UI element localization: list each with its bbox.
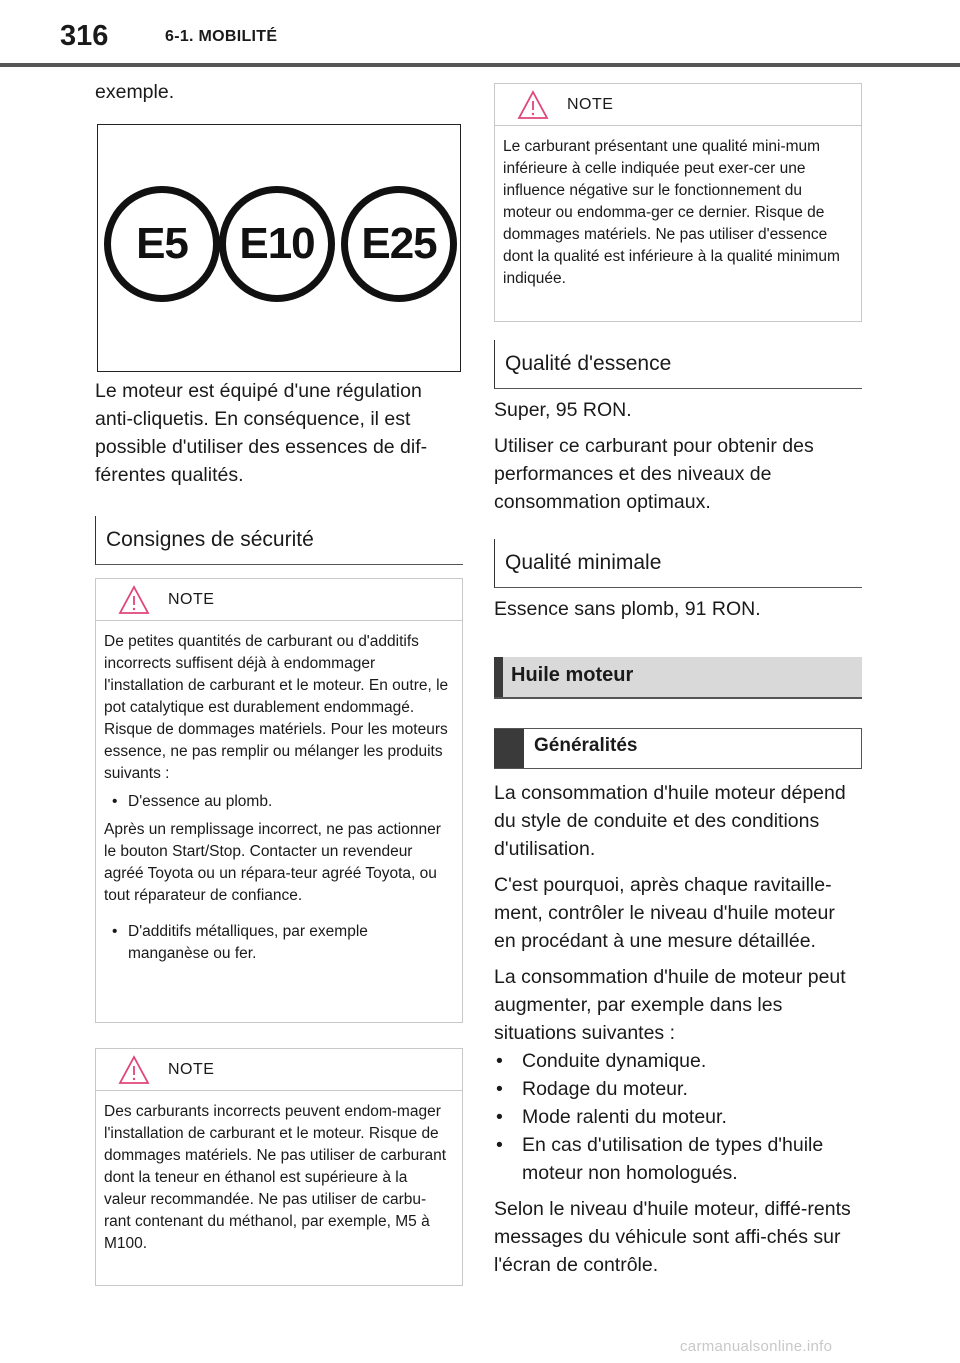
- badge-e5: E5: [104, 186, 220, 302]
- warning-triangle-icon: [118, 585, 150, 615]
- fuel-label-image: [97, 124, 461, 372]
- note-box-1: [95, 578, 463, 1023]
- header-rule: [0, 63, 960, 67]
- fuel-quality-text: [494, 396, 862, 524]
- general-heading-text: Généralités: [534, 735, 638, 756]
- heading-rule: [494, 697, 862, 699]
- page-number: 316: [60, 20, 109, 52]
- note-body: [96, 1091, 462, 1273]
- heading-bar: [494, 657, 503, 697]
- note-bullet: • D'essence au plomb.: [104, 791, 450, 813]
- oil-paragraph: Selon le niveau d'huile moteur, diffé-rents messages du véhicule sont affi-chés sur l'écran de contrôle.: [494, 1198, 851, 1276]
- note-paragraph: Après un remplissage incorrect, ne pas actionner le bouton Start/Stop. Contacter un revendeur agréé Toyota ou un répara-teur agréé Toyota, ou tout réparateur de confiance.: [104, 821, 441, 904]
- oil-paragraph: C'est pourquoi, après chaque ravitaille-ment, contrôler le niveau d'huile moteur en procédant à une mesure détaillée.: [494, 874, 835, 952]
- antiknock-paragraph: Le moteur est équipé d'une régulation anti-cliquetis. En conséquence, il est possible d'utiliser des essences de dif-férentes qualités.: [95, 380, 428, 486]
- min-quality-heading: Qualité minimale: [494, 539, 862, 588]
- note-body: [495, 126, 861, 308]
- section-label: 6-1. MOBILITÉ: [165, 28, 278, 45]
- list-item: • Mode ralenti du moteur.: [494, 1103, 859, 1131]
- note-paragraph: Des carburants incorrects peuvent endom-mager l'installation de carburant et le moteur. Risque de dommages matériels. Ne pas utiliser de carburant dont la teneur en éthanol est supérieure à la valeur recommandée. Ne pas utiliser de carbu-rant contenant du méthanol, par exemple, M5 à M100.: [104, 1103, 447, 1252]
- note-title: NOTE: [168, 1061, 215, 1078]
- note-paragraph: Le carburant présentant une qualité mini-mum inférieure à celle indiquée peut exer-cer une influence négative sur le fonctionnement du moteur ou endomma-ger ce dernier. Risque de dommages matériels. Ne pas utiliser d'essence dont la qualité est inférieure à la qualité minimum indiquée.: [503, 138, 840, 287]
- intro-text: exemple.: [95, 81, 175, 103]
- badge-e25: E25: [341, 186, 457, 302]
- note-header: [96, 579, 462, 621]
- min-quality-text: Essence sans plomb, 91 RON.: [494, 598, 761, 620]
- general-heading: [494, 728, 862, 769]
- fuel-quality-heading: Qualité d'essence: [494, 340, 862, 389]
- note-box-3: [494, 83, 862, 322]
- note-title: NOTE: [567, 96, 614, 113]
- note-box-2: [95, 1048, 463, 1286]
- list-item: • Rodage du moteur.: [494, 1075, 859, 1103]
- note-paragraph: De petites quantités de carburant ou d'additifs incorrects suffisent déjà à endommager l'installation de carburant et le moteur. En outre, le pot catalytique est durablement endommagé. Risque de dommages matériels. Pour les moteurs essence, ne pas remplir ou mélanger les produits suivants :: [104, 633, 449, 782]
- engine-oil-heading: [494, 657, 862, 697]
- note-body: [96, 621, 462, 983]
- note-header: [96, 1049, 462, 1091]
- badge-e10: E10: [219, 186, 335, 302]
- note-bullet: • D'additifs métalliques, par exemple manganèse ou fer.: [104, 921, 450, 965]
- list-item: • En cas d'utilisation de types d'huile moteur non homologués.: [494, 1131, 859, 1187]
- list-item: • Conduite dynamique.: [494, 1047, 859, 1075]
- heading-bar: [494, 729, 524, 768]
- note-header: [495, 84, 861, 126]
- warning-triangle-icon: [118, 1055, 150, 1085]
- note-title: NOTE: [168, 591, 215, 608]
- oil-paragraph: La consommation d'huile moteur dépend du style de conduite et des conditions d'utilisation.: [494, 782, 846, 860]
- safety-heading: Consignes de sécurité: [95, 516, 463, 565]
- engine-oil-heading-text: Huile moteur: [511, 664, 634, 686]
- fuel-quality-paragraph: Utiliser ce carburant pour obtenir des performances et des niveaux de consommation optimaux.: [494, 435, 814, 513]
- warning-triangle-icon: [517, 90, 549, 120]
- oil-situations-list: [494, 1047, 859, 1187]
- oil-paragraph: La consommation d'huile de moteur peut augmenter, par exemple dans les situations suivantes :: [494, 966, 846, 1044]
- engine-oil-text: [494, 779, 859, 1287]
- watermark: carmanualsonline.info: [680, 1338, 833, 1355]
- fuel-quality-value: Super, 95 RON.: [494, 399, 632, 421]
